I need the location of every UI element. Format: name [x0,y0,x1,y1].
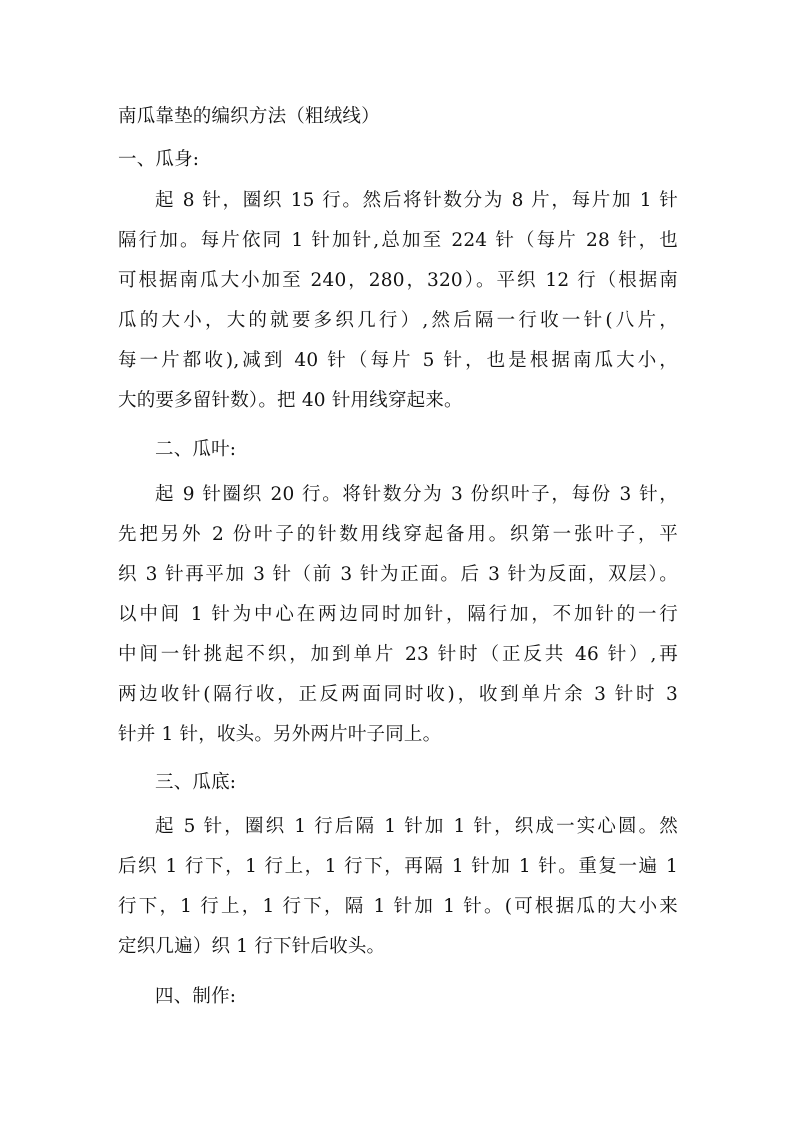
paragraph-line: 织 3 针再平加 3 针（前 3 针为正面。后 3 针为反面，双层）。 [118,564,678,585]
document-title: 南瓜靠垫的编织方法（粗绒线） [118,106,380,127]
paragraph-line: 定织几遍）织 1 行下针后收头。 [118,936,386,957]
paragraph-line: 起 5 针，圈织 1 行后隔 1 针加 1 针，织成一实心圆。然 [155,816,678,837]
paragraph-line: 起 8 针，圈织 15 行。然后将针数分为 8 片，每片加 1 针 [155,190,678,211]
paragraph-line: 起 9 针圈织 20 行。将针数分为 3 份织叶子，每份 3 针， [155,484,678,505]
paragraph-line: 后织 1 行下，1 行上，1 行下，再隔 1 针加 1 针。重复一遍 1 [118,856,678,877]
paragraph-line: 针并 1 针，收头。另外两片叶子同上。 [118,724,442,745]
section-heading-body: 一、瓜身: [118,149,200,170]
paragraph-line: 大的要多留针数）。把 40 针用线穿起来。 [118,390,463,411]
paragraph-line: 瓜的大小，大的就要多织几行）,然后隔一行收一针(八片， [118,310,678,331]
paragraph-line: 可根据南瓜大小加至 240，280，320）。平织 12 行（根据南 [118,270,678,291]
paragraph-line: 隔行加。每片依同 1 针加针,总加至 224 针（每片 28 针，也 [118,230,678,251]
paragraph-line: 行下，1 行上，1 行下，隔 1 针加 1 针。(可根据瓜的大小来 [118,896,678,917]
paragraph-line: 以中间 1 针为中心在两边同时加针，隔行加，不加针的一行 [118,604,678,625]
section-heading-assembly: 四、制作: [155,986,237,1007]
paragraph-line: 两边收针(隔行收，正反两面同时收)，收到单片余 3 针时 3 [118,684,678,705]
section-heading-leaves: 二、瓜叶: [155,439,237,460]
paragraph-line: 每一片都收),减到 40 针（每片 5 针，也是根据南瓜大小， [118,350,678,371]
section-heading-bottom: 三、瓜底: [155,772,237,793]
paragraph-line: 先把另外 2 份叶子的针数用线穿起备用。织第一张叶子，平 [118,524,678,545]
paragraph-line: 中间一针挑起不织，加到单片 23 针时（正反共 46 针）,再 [118,644,678,665]
